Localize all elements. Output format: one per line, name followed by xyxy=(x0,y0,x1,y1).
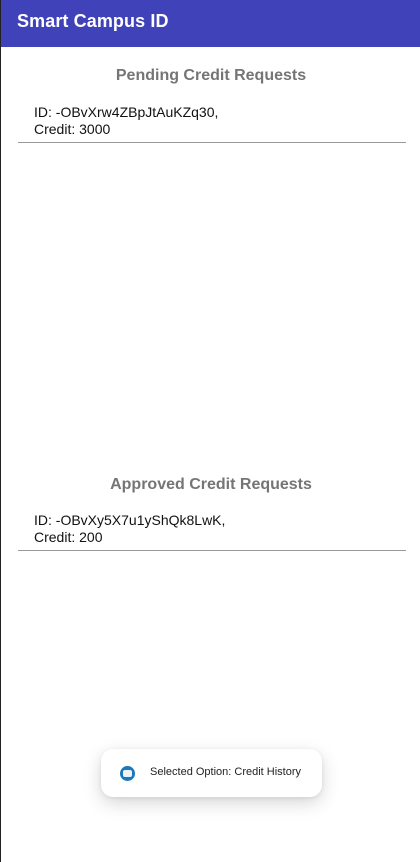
approved-request-item[interactable] xyxy=(34,512,225,546)
toast-message xyxy=(101,749,322,797)
approved-request-credit: Credit: 200 xyxy=(34,529,103,545)
pending-request-item[interactable] xyxy=(34,104,218,138)
app-icon xyxy=(120,766,135,781)
pending-requests-title: Pending Credit Requests xyxy=(115,67,307,84)
approved-request-id: ID: -OBvXy5X7u1yShQk8LwK, xyxy=(34,512,226,528)
pending-divider xyxy=(18,142,406,143)
pending-request-id: ID: -OBvXrw4ZBpJtAuKZq30, xyxy=(34,104,219,120)
app-bar xyxy=(1,0,420,47)
approved-requests-title: Approved Credit Requests xyxy=(110,476,312,493)
app-title: Smart Campus ID xyxy=(17,11,169,31)
approved-divider xyxy=(18,550,406,551)
pending-request-credit: Credit: 3000 xyxy=(34,121,111,137)
id-card-icon xyxy=(123,770,132,777)
toast-text: Selected Option: Credit History xyxy=(150,766,302,778)
